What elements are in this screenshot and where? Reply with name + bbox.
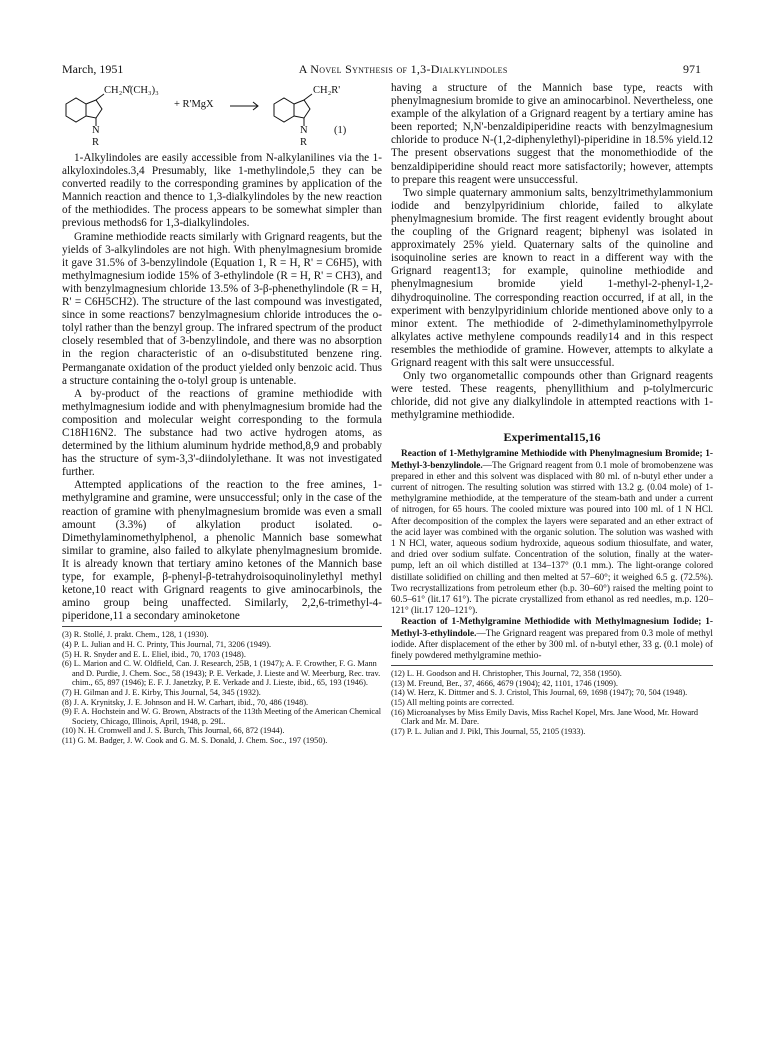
paragraph: Attempted applications of the reaction to the free amines, 1-methylgramine and gramine, were unsuccessful; only in the case of the reaction of gramine with phenylmagnesium bromide was even a small amount (3.3%) of alkylation product isolated. o-Dimethylaminomethylphenol, a phenolic Mannich base somewhat similar to gramine, also failed to alkylate phenylmagnesium bromide. It is already known that tertiary amino ketones of the Mannich base type, for example, β-phenyl-β-tetrahydroisoquinolinylethyl methyl ketone,10 react with Grignard reagents to give aminocarbinols, the amino group being unaffected. Similarly, 2,2,6-trimethyl-4-piperidone,11 a secondary aminoketone — [62, 479, 382, 623]
footnote: (11) G. M. Badger, J. W. Cook and G. M. S. Donald, J. Chem. Soc., 197 (1950). — [62, 735, 328, 745]
reactant-nitrogen: N — [92, 125, 100, 136]
paragraph: A by-product of the reactions of gramine methiodide with methylmagnesium iodide and with phenylmagnesium bromide had the composition and molecular weight corresponding to the formula C18H16N2. The substance had two active hydrogen atoms, as determined by the lithium aluminum hydride method,8,9 and probably has the structure of sym-3,3'-diindolylethane. It was not investigated further. — [62, 387, 382, 479]
header-page-number: 971 — [683, 62, 701, 76]
footnote: (5) H. R. Snyder and E. L. Eliel, ibid., 70, 1703 (1948). — [62, 649, 246, 659]
footnote: (15) All melting points are corrected. — [391, 698, 515, 708]
equation-number: (1) — [334, 125, 347, 136]
reactant-r-group: R — [92, 137, 100, 148]
product-substituent: CH₂R' — [313, 85, 341, 96]
footnote: (13) M. Freund, Ber., 37, 4666, 4679 (1904); 42, 1101, 1746 (1909). — [391, 678, 618, 688]
footnote: (7) H. Gilman and J. E. Kirby, This Journal, 54, 345 (1932). — [62, 687, 261, 697]
footnote: (3) R. Stollé, J. prakt. Chem., 128, 1 (1930). — [62, 630, 209, 640]
running-header — [62, 62, 701, 78]
paragraph: 1-Alkylindoles are easily accessible from N-alkylanilines via the 1-alkyloxindoles.3,4 Presumably, like 1-methylindole,5 they can be converted readily to the corresponding gramines by application of the Mannich reaction and thence to 1,3-dialkylindoles by the new reaction of the methiodides. The process appears to be somewhat simpler than previous methods6 for 1,3-dialkylindoles. — [62, 152, 382, 230]
experiment-body: —The Grignard reagent from 0.1 mole of bromobenzene was prepared in ether and this solvent was displaced with 80 ml. of n-butyl ether under a current of nitrogen. The resulting solution was stirred with 13.2 g. (0.04 mole) of 1-methylgramine methiodide, at the temperature of the steam-bath and under a current of nitrogen, for 65 hours. The cooled mixture was poured into 100 ml. of 1 N HCl. After decomposition of the complex the layers were separated and an ether extract of the acid layer was combined with the organic solution. The solution was washed with 1 N HCl, water, aqueous sodium hydroxide, aqueous sodium thiosulfate, and water, and dried over sodium sulfate. Concentration of the solution, finally at the water-pump, left an oil which distilled at 134–137° (0.1 mm.). The light-orange colored distillate solidified on chilling and then melted at 57–60°; it weighed 6.5 g. (72.5%). Two recrystallizations from petroleum ether (b.p. 30–60°) raised the melting point to 60.5–61° (lit.17 61°). The picrate crystallized from ethanol as red needles, m.p. 120–121° (lit.17 120–121°). — [391, 460, 713, 617]
footnote: (8) J. A. Krynitsky, J. E. Johnson and H. W. Carhart, ibid., 70, 486 (1948). — [62, 697, 309, 707]
header-title: A Novel Synthesis of 1,3-Dialkylindoles — [298, 62, 508, 76]
footnote-divider — [391, 665, 713, 666]
product-nitrogen: N — [300, 125, 308, 136]
footnote: (14) W. Herz, K. Dittmer and S. J. Cristol, This Journal, 69, 1698 (1947); 70, 504 (1948). — [391, 688, 688, 698]
product-r-group: R — [300, 137, 308, 148]
right-column — [391, 82, 713, 736]
footnote: (9) F. A. Hochstein and W. G. Brown, Abstracts of the 113th Meeting of the American Chemical Society, Chicago, Illinois, April, 1948, p. 29L. — [62, 707, 382, 726]
paragraph: having a structure of the Mannich base type, reacts with phenylmagnesium bromide to give an aminocarbinol. Nevertheless, one example of the alkylation of a Grignard reagent by a tertiary amine has been reported; N,N'-benzaldipiperidine reacts with benzylmagnesium chloride to produce N-(1,2-diphenylethyl)-piperidine in 18.5% yield.12 The present observations suggest that the monomethiodide of the benzaldipiperidine should react more satisfactorily; however, attempts to prepare this reagent were unsuccessful. — [391, 82, 713, 186]
reaction-equation — [62, 82, 382, 152]
grignard-reagent: + R'MgX — [174, 99, 214, 110]
footnotes-left — [62, 630, 382, 745]
footnote: (12) L. H. Goodson and H. Christopher, This Journal, 72, 358 (1950). — [391, 669, 622, 679]
footnotes-right — [391, 669, 713, 736]
reactant-substituent: CH₂N̊(CH₃)₃ — [104, 85, 159, 96]
experiment-body: —The Grignard reagent was prepared from 0.3 mole of methyl iodide. After displacement of the ether by 300 ml. of n-butyl ether, 33 g. (0.1 mole) of finely powdered methylgramine methio- — [391, 628, 713, 662]
section-heading: Experimental15,16 — [503, 430, 601, 445]
left-column — [62, 82, 382, 746]
paragraph: Only two organometallic compounds other than Grignard reagents were tested. These reagents, phenyllithium and p-tolylmercuric chloride, did not give any dialkylindole in attempted reactions with 1-methylgramine methiodide. — [391, 370, 713, 422]
paragraph: Gramine methiodide reacts similarly with Grignard reagents, but the yields of 3-alkylindoles are not high. With phenylmagnesium bromide it gave 31.5% of 3-benzylindole (Equation 1, R = H, R' = C6H5), with methylmagnesium iodide 15% of 3-ethylindole (R = H, R' = CH3), and with benzylmagnesium chloride 13.5% of 3-β-phenethylindole (R = H, R' = C6H5CH2). The structure of the last compound was investigated, since in some reactions7 benzylmagnesium chloride introduces the o-tolyl rather than the benzyl group. The infrared spectrum of the product closely resembled that of 3-benzylindole, and there was no absorption in the region characteristic of an o-disubstituted benzene ring. Permanganate oxidation of the product yielded only benzoic acid. Thus a structure containing the o-tolyl group is untenable. — [62, 230, 382, 387]
experimental-paragraph — [391, 449, 713, 617]
footnote: (17) P. L. Julian and J. Pikl, This Journal, 55, 2105 (1933). — [391, 726, 586, 736]
experimental-paragraph — [391, 617, 713, 662]
paragraph: Two simple quaternary ammonium salts, benzyltrimethylammonium iodide and benzylpyridinium chloride, failed to alkylate phenylmagnesium bromide. The first reagent evidently brought about the coupling of the Grignard reagent; biphenyl was isolated in approximately 25% yield. Quaternary salts of the quinoline and isoquinoline series are known to react in a different way with the Grignard reagent13; for example, quinoline methiodide and phenylmagnesium bromide yield 1-methyl-2-phenyl-1,2-dihydroquinoline. The corresponding reaction occurred, if at all, in the experiment with benzylpyridinium chloride mentioned above only to a minor extent. The methiodide of 2-dimethylaminomethylpyrrole alkylates active methylene compounds readily14 and in this respect resembles the methiodide of gramine. However, attempts to alkylate a Grignard reagent with this salt were unsuccessful. — [391, 186, 713, 369]
footnote: (4) P. L. Julian and H. C. Printy, This Journal, 71, 3206 (1949). — [62, 639, 272, 649]
footnote: (10) N. H. Cromwell and J. S. Burch, This Journal, 66, 872 (1944). — [62, 726, 285, 736]
footnote-divider — [62, 626, 382, 627]
experiment-title: Reaction of 1-Methylgramine Methiodide with Methylmagnesium Iodide; 1-Methyl-3-ethylindole. — [391, 617, 713, 639]
footnote: (16) Microanalyses by Miss Emily Davis, Miss Rachel Kopel, Mrs. Jane Wood, Mr. Howard Clark and Mr. M. Dare. — [391, 707, 699, 727]
footnote: (6) L. Marion and C. W. Oldfield, Can. J. Research, 25B, 1 (1947); A. F. Crowther, F. G. Mann and D. Purdie, J. Chem. Soc., 58 (1943); P. E. Verkade, J. Lieste and W. Meerburg, Rec. trav. chim., 65, 897 (1946); E. F. J. Janetzky, P. E. Verkade and J. Lieste, ibid., 65, 193 (1946). — [62, 659, 381, 688]
experiment-title: Reaction of 1-Methylgramine Methiodide with Phenylmagnesium Bromide; 1-Methyl-3-benzylindole. — [391, 449, 713, 471]
header-date: March, 1951 — [62, 62, 124, 76]
